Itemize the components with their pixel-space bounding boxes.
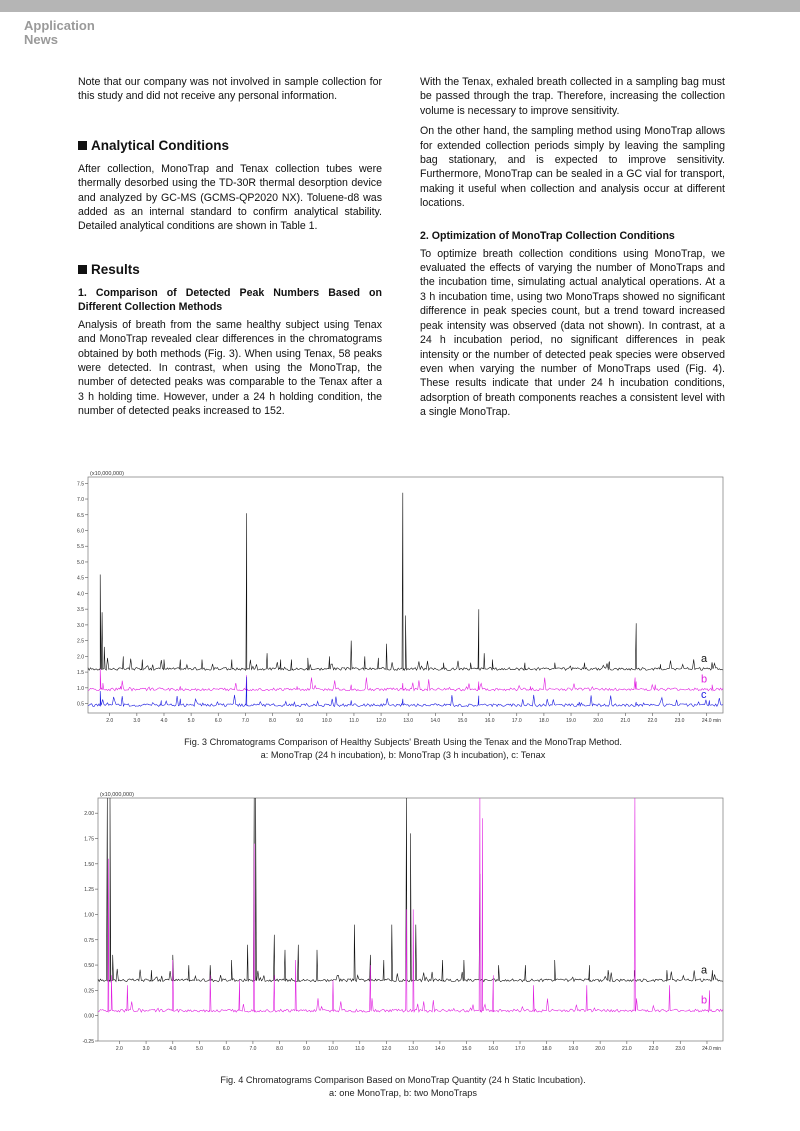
heading-square-icon xyxy=(78,265,87,274)
intro-paragraph: Note that our company was not involved in sample collection for this study and did not receive any personal information. xyxy=(78,76,382,103)
x-tick-label: 14.0 xyxy=(435,1046,445,1052)
x-tick-label: 6.0 xyxy=(222,1046,230,1052)
subsection-1-paragraph: Analysis of breath from the same healthy subject using Tenax and MonoTrap revealed clear differences in the chromatograms obtained by both methods (Fig. 3). When using Tenax, 58 peaks were detected. In contrast, when using the MonoTrap, the number of detected peaks was comparable to the Tenax after a 3 h holding time. However, under a 24 h holding condition, the number of detected peaks increased to 152. xyxy=(78,318,382,418)
results-heading xyxy=(78,262,382,278)
y-tick-label: 7.5 xyxy=(77,481,84,488)
multiplier-label: (x10,000,000) xyxy=(100,792,134,798)
x-tick-label: 18.0 xyxy=(539,718,549,724)
y-tick-label: 0.25 xyxy=(84,988,94,995)
x-tick-label: 13.0 xyxy=(403,718,414,724)
series-c-line xyxy=(88,677,723,707)
x-tick-label: 20.0 xyxy=(595,1046,606,1052)
x-tick-label: 23.0 xyxy=(675,1046,686,1052)
x-tick-label: 3.0 xyxy=(133,718,141,724)
monotrap-paragraph: On the other hand, the sampling method using MonoTrap allows for extended collection periods simply by leaving the sampling bag stationary, and is expected to improve sensitivity. Furthermore, MonoTrap can be sealed in a GC vial for transport, making it useful when collection and analysis occur at different locations. xyxy=(420,125,725,210)
x-tick-label: 12.0 xyxy=(381,1046,392,1052)
y-tick-label: 1.5 xyxy=(77,670,84,677)
logo-line-1: Application xyxy=(24,18,95,33)
x-tick-label: 5.0 xyxy=(196,1046,203,1052)
y-tick-label: 3.0 xyxy=(77,622,84,629)
tenax-paragraph: With the Tenax, exhaled breath collected in a sampling bag must be passed through the trap. Therefore, increasing the collection volume is necessary to improve sensitivity. xyxy=(420,76,725,117)
multiplier-label: (x10,000,000) xyxy=(90,471,124,477)
y-tick-label: 1.50 xyxy=(84,861,94,868)
x-tick-label: 4.0 xyxy=(169,1046,177,1052)
y-tick-label: 1.25 xyxy=(84,887,94,894)
x-tick-label: 16.0 xyxy=(488,1046,499,1052)
x-axis-unit-label: min xyxy=(712,718,722,724)
y-tick-label: 6.0 xyxy=(77,528,84,535)
x-tick-label: 24.0 xyxy=(701,718,712,724)
x-tick-label: 8.0 xyxy=(269,718,277,724)
y-tick-label: 7.0 xyxy=(77,497,84,504)
x-tick-label: 24.0 xyxy=(702,1046,712,1052)
subsection-2-heading: 2. Optimization of MonoTrap Collection Conditions xyxy=(420,229,675,242)
x-tick-label: 16.0 xyxy=(484,718,495,724)
x-tick-label: 2.0 xyxy=(106,718,114,724)
y-tick-label: 0.00 xyxy=(84,1013,94,1020)
x-tick-label: 11.0 xyxy=(349,718,359,724)
x-tick-label: 12.0 xyxy=(376,718,386,724)
plot-frame xyxy=(88,477,723,713)
subsection-1-heading: 1. Comparison of Detected Peak Numbers Based on Different Collection Methods xyxy=(78,286,382,313)
series-a-line xyxy=(98,798,723,982)
x-tick-label: 13.0 xyxy=(408,1046,419,1052)
x-tick-label: 19.0 xyxy=(566,718,576,724)
series-b-label: b xyxy=(701,994,708,1007)
x-tick-label: 22.0 xyxy=(647,718,658,724)
x-tick-label: 2.0 xyxy=(115,1046,123,1052)
x-tick-label: 21.0 xyxy=(620,718,631,724)
top-banner xyxy=(0,0,800,12)
y-tick-label: 5.5 xyxy=(77,544,84,551)
y-tick-label: 2.00 xyxy=(84,811,94,818)
x-tick-label: 21.0 xyxy=(621,1046,632,1052)
x-tick-label: 15.0 xyxy=(457,718,468,724)
y-tick-label: 1.75 xyxy=(84,836,94,843)
y-tick-label: 0.75 xyxy=(84,937,94,944)
y-tick-label: 4.5 xyxy=(77,575,84,582)
x-tick-label: 17.0 xyxy=(511,718,522,724)
x-tick-label: 11.0 xyxy=(355,1046,365,1052)
x-tick-label: 9.0 xyxy=(296,718,304,724)
x-tick-label: 9.0 xyxy=(302,1046,310,1052)
x-tick-label: 8.0 xyxy=(276,1046,284,1052)
x-tick-label: 10.0 xyxy=(321,718,332,724)
figure-3-caption-line-2: a: MonoTrap (24 h incubation), b: MonoTrap (3 h incubation), c: Tenax xyxy=(260,749,546,760)
application-news-logo xyxy=(24,19,95,47)
y-tick-label: 5.0 xyxy=(77,559,84,566)
x-tick-label: 7.0 xyxy=(241,718,249,724)
series-a-label: a xyxy=(701,652,708,665)
logo-line-2: News xyxy=(24,32,58,47)
x-tick-label: 7.0 xyxy=(249,1046,257,1052)
figure-4-chromatogram xyxy=(78,788,728,1056)
y-tick-label: 2.5 xyxy=(77,638,84,645)
x-tick-label: 6.0 xyxy=(214,718,222,724)
right-column xyxy=(420,75,725,426)
series-b-label: b xyxy=(701,673,708,686)
figure-4-caption xyxy=(78,1074,728,1099)
x-tick-label: 14.0 xyxy=(430,718,441,724)
y-tick-label: 0.5 xyxy=(77,701,84,708)
y-tick-label: 2.0 xyxy=(77,654,84,661)
heading-square-icon xyxy=(78,141,87,150)
x-axis-unit-label: min xyxy=(712,1046,722,1052)
x-tick-label: 4.0 xyxy=(160,718,168,724)
x-tick-label: 5.0 xyxy=(187,718,195,724)
analytical-conditions-heading xyxy=(78,138,382,154)
results-heading-text: Results xyxy=(91,261,140,277)
figure-4-caption-line-2: a: one MonoTrap, b: two MonoTraps xyxy=(329,1087,477,1098)
y-tick-label: -0.25 xyxy=(82,1039,94,1045)
y-tick-label: 0.50 xyxy=(84,963,94,970)
x-tick-label: 17.0 xyxy=(515,1046,525,1052)
x-tick-label: 15.0 xyxy=(461,1046,472,1052)
y-tick-label: 4.0 xyxy=(77,591,84,598)
figure-3-caption xyxy=(78,736,728,761)
x-tick-label: 22.0 xyxy=(648,1046,659,1052)
figure-3-chromatogram xyxy=(78,455,728,735)
figure-3-caption-line-1: Fig. 3 Chromatograms Comparison of Healthy Subjects' Breath Using the Tenax and the MonoTrap Method. xyxy=(184,737,622,747)
x-tick-label: 10.0 xyxy=(328,1046,338,1052)
analytical-heading-text: Analytical Conditions xyxy=(91,137,230,153)
x-tick-label: 18.0 xyxy=(541,1046,552,1052)
x-tick-label: 23.0 xyxy=(674,718,685,724)
left-column xyxy=(78,75,382,425)
x-tick-label: 19.0 xyxy=(568,1046,579,1052)
figure-4-caption-line-1: Fig. 4 Chromatograms Comparison Based on MonoTrap Quantity (24 h Static Incubation). xyxy=(220,1075,586,1085)
y-tick-label: 3.5 xyxy=(77,607,84,614)
subsection-2-paragraph: To optimize breath collection conditions using MonoTrap, we evaluated the effects of varying the number of MonoTraps and the incubation time, simulating actual analytical operations. At a 3 h incubation time, using two MonoTraps showed no significant difference in peak species count, but a trend toward increased peak intensity was observed (data not shown). In contrast, at a 24 h incubation period, no significant differences in peak intensity or the number of detected peak species were observed even when varying the number of MonoTraps used (Fig. 4). These results indicate that under 24 h incubation conditions, adsorption of breath components reaches a consistent level with a single MonoTrap. xyxy=(420,247,725,419)
x-tick-label: 3.0 xyxy=(142,1046,150,1052)
x-tick-label: 20.0 xyxy=(593,718,604,724)
series-a-line xyxy=(88,493,723,671)
y-tick-label: 1.00 xyxy=(84,912,94,919)
series-b-line xyxy=(88,669,723,691)
y-tick-label: 1.0 xyxy=(77,685,84,692)
series-c-label: c xyxy=(701,689,707,702)
series-a-label: a xyxy=(701,964,708,977)
analytical-paragraph: After collection, MonoTrap and Tenax collection tubes were thermally desorbed using the TD-30R thermal desorption device and analyzed by GC-MS (GCMS-QP2020 NX). Toluene-d8 was added as an internal standard to confirm analytical stability. Detailed analytical conditions are shown in Table 1. xyxy=(78,162,382,233)
y-tick-label: 6.5 xyxy=(77,512,84,519)
